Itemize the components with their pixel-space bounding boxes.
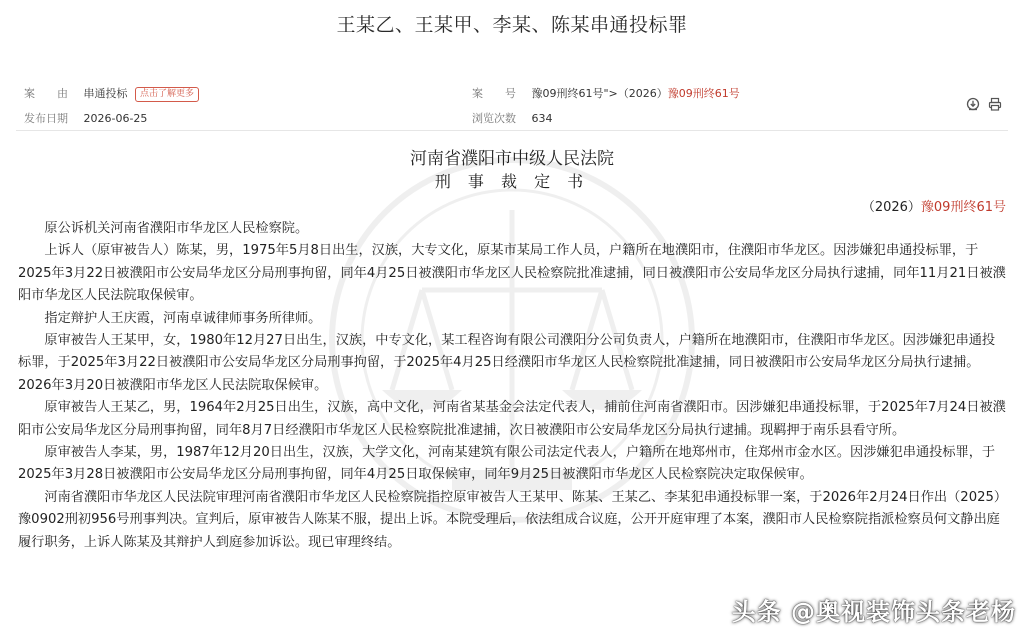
meta-cause: [24, 85, 199, 102]
divider: [16, 130, 1008, 131]
paragraph: 河南省濮阳市华龙区人民法院审理河南省濮阳市华龙区人民检察院指控原审被告人王某甲、陈某、王某乙、李某犯串通投标罪一案，于2026年2月24日作出（2025）豫0902刑初956号刑事判决。宣判后，原审被告人陈某不服，提出上诉。本院受理后，依法组成合议庭，公开开庭审理了本案，濮阳市人民检察院指派检察员何文静出庭履行职务，上诉人陈某及其辩护人到庭参加诉讼。现已审理终结。: [18, 489, 1008, 550]
document-number: [862, 196, 1006, 215]
meta-cause-key: 案 由: [24, 87, 68, 100]
meta-date-key: 发布日期: [24, 112, 68, 125]
download-icon[interactable]: [966, 97, 980, 111]
paragraph: 原审被告人王某甲，女，1980年12月27日出生，汉族，中专文化，某工程咨询有限公司濮阳分公司负责人，户籍所在地濮阳市，住濮阳市华龙区。因涉嫌犯串通投标罪，于2025年3月22日被濮阳市公安局华龙区分局刑事拘留，于2025年4月25日经濮阳市华龙区人民检察院批准逮捕，同日被濮阳市公安局华龙区分局执行逮捕。2026年3月20日被濮阳市华龙区人民法院取保候审。: [18, 333, 996, 393]
paragraph: 原审被告人李某，男，1987年12月20日出生，汉族，大学文化，河南某建筑有限公司法定代表人，户籍所在地郑州市，住郑州市金水区。因涉嫌犯串通投标罪，于2025年3月28日被濮阳市公安局华龙区分局刑事拘留，同年4月25日取保候审，同年9月25日被濮阳市华龙区人民检察院决定取保候审。: [18, 445, 996, 483]
page-title: 王某乙、王某甲、李某、陈某串通投标罪: [336, 14, 688, 36]
paragraph: 上诉人（原审被告人）陈某，男，1975年5月8日出生，汉族，大专文化，原某市某局工作人员，户籍所在地濮阳市，住濮阳市华龙区。因涉嫌犯串通投标罪，于2025年3月22日被濮阳市公安局华龙区分局刑事拘留，同年4月25日被濮阳市华龙区人民检察院批准逮捕，同日被濮阳市公安局华龙区分局执行逮捕，同年11月21日被濮阳市华龙区人民法院取保候审。: [18, 243, 1006, 304]
meta-date: [24, 110, 147, 126]
meta-case-no: [472, 85, 740, 101]
document-type: 刑 事 裁 定 书: [434, 172, 590, 191]
document-body: [18, 218, 1008, 554]
meta-views-key: 浏览次数: [472, 112, 516, 125]
learn-more-badge[interactable]: 点击了解更多: [135, 87, 199, 102]
toolbar-icons: [966, 97, 1002, 111]
paragraph: 原公诉机关河南省濮阳市华龙区人民检察院。: [44, 221, 309, 236]
print-icon[interactable]: [988, 97, 1002, 111]
meta-cause-value: 串通投标: [83, 87, 128, 100]
paragraph: 指定辩护人王庆霞，河南卓诚律师事务所律师。: [44, 310, 322, 326]
document-number-red: 豫09刑终61号: [920, 200, 1006, 215]
meta-case-no-key: 案 号: [472, 87, 516, 100]
paragraph: 原审被告人王某乙，男，1964年2月25日出生，汉族，高中文化，河南省某基金会法定代表人，捕前住河南省濮阳市。因涉嫌犯串通投标罪，于2025年7月24日被濮阳市公安局华龙区分局刑事拘留，同年8月7日经濮阳市华龙区人民检察院批准逮捕，次日被濮阳市公安局华龙区分局执行逮捕。现羁押于南乐县看守所。: [18, 400, 1006, 438]
court-name: 河南省濮阳市中级人民法院: [410, 149, 614, 169]
meta-views-value: 634: [531, 112, 553, 125]
meta-case-no-red: 豫09刑终61号: [667, 87, 740, 100]
source-watermark: 头条 @奥视装饰头条老杨: [731, 598, 1016, 626]
meta-views: [472, 110, 553, 126]
document-number-prefix: （2026）: [861, 200, 921, 215]
meta-case-no-prefix: 豫09刑终61号">（2026）: [531, 87, 668, 100]
meta-date-value: 2026-06-25: [83, 112, 148, 125]
